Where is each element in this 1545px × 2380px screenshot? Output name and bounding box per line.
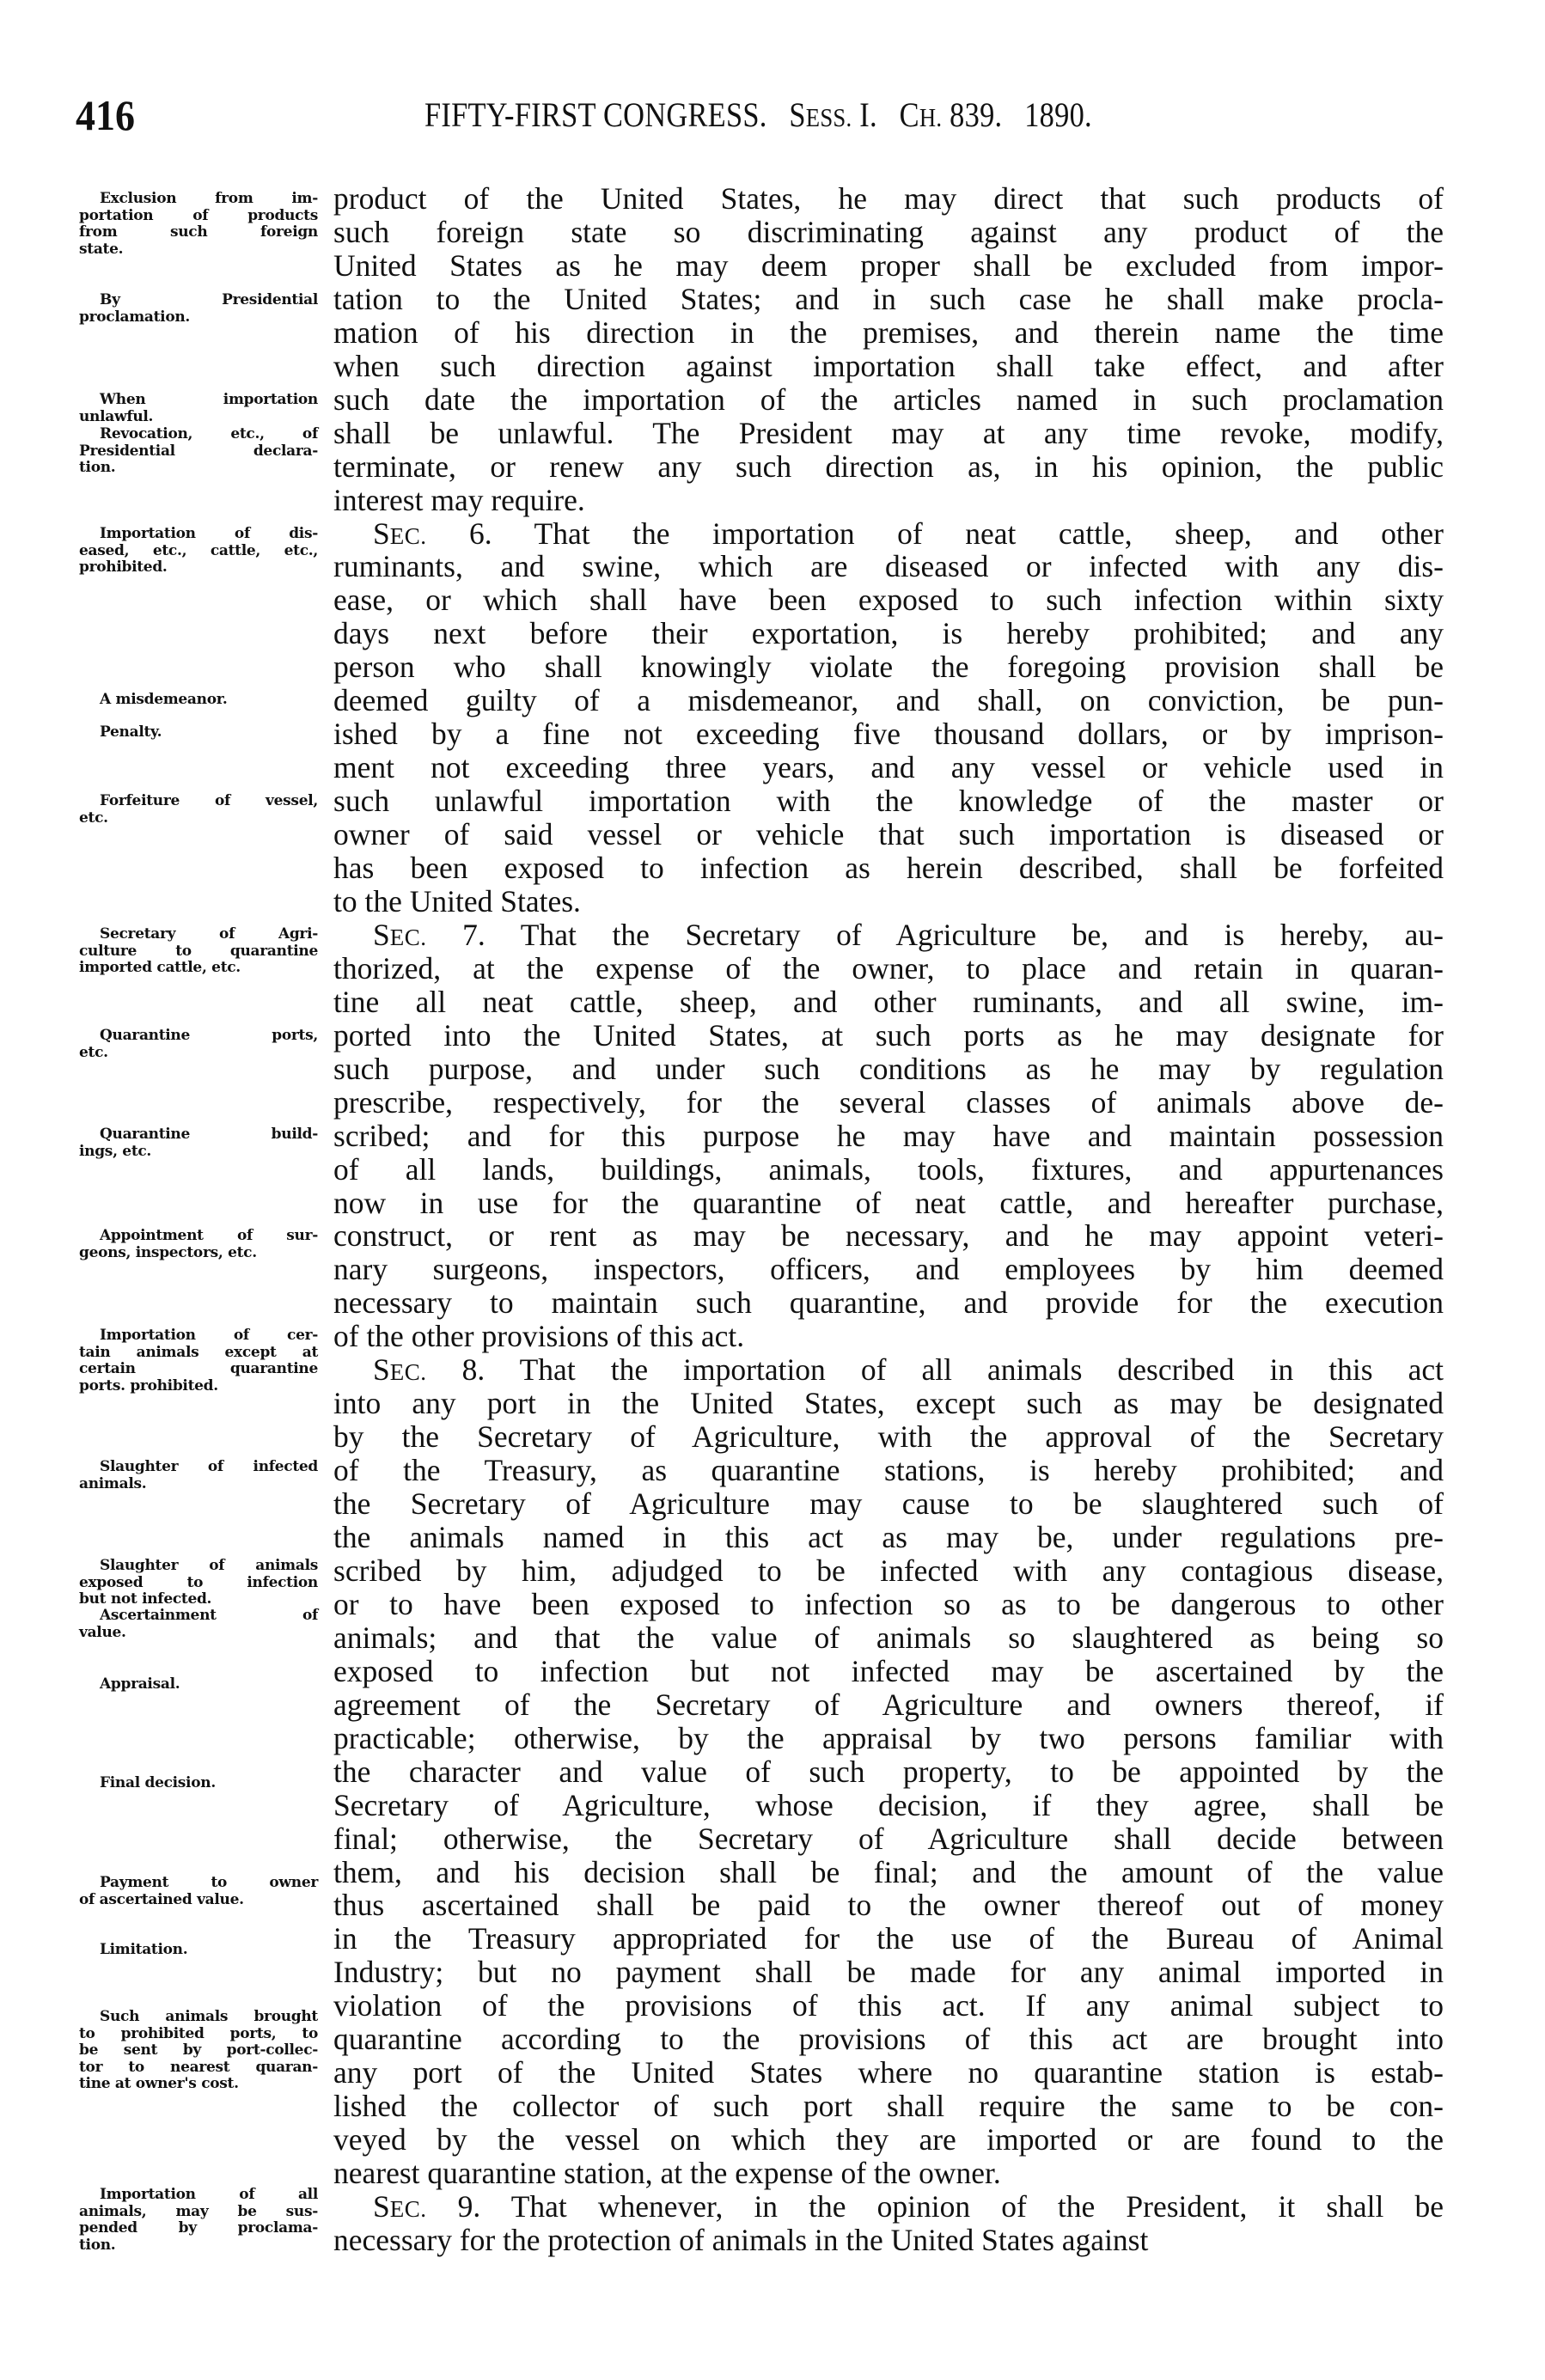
body-line: necessary to maintain such quarantine, and provide for the execution — [333, 1285, 1444, 1321]
body-line: the character and value of such property, to be appointed by the — [333, 1754, 1444, 1789]
section-heading-line — [333, 517, 1444, 551]
section-heading-line — [333, 1353, 1444, 1387]
margin-note — [79, 1676, 318, 1693]
margin-note — [79, 1126, 318, 1160]
body-line: of all lands, buildings, animals, tools, fixtures, and appurtenances — [333, 1151, 1444, 1187]
body-line: interest may require. — [333, 482, 585, 517]
body-line: nary surgeons, inspectors, officers, and employees by him deemed — [333, 1252, 1444, 1287]
margin-note-line: Forfeiture of vessel, — [100, 792, 318, 809]
margin-note — [79, 1459, 318, 1492]
margin-note-line: portation of products — [79, 206, 318, 224]
margin-note-line: tain animals except at — [79, 1343, 318, 1361]
body-line: terminate, or renew any such direction as, in his opinion, the public — [333, 449, 1444, 484]
margin-note — [79, 2009, 318, 2093]
margin-note — [79, 793, 318, 827]
running-head-title — [424, 93, 1092, 140]
margin-note-line: culture to quarantine — [79, 942, 318, 960]
margin-note-line: proclamation. — [79, 308, 191, 326]
section-number: SEC. 7. — [373, 917, 521, 952]
body-line: nearest quarantine station, at the expense of the owner. — [333, 2156, 1001, 2191]
body-line: when such direction against importation shall take effect, and after — [333, 348, 1444, 383]
margin-note — [79, 526, 318, 577]
margin-note-line: eased, etc., cattle, etc., — [79, 541, 318, 559]
body-line: of the Treasury, as quarantine stations, is hereby prohibited; and — [333, 1453, 1444, 1488]
body-line: by the Secretary of Agriculture, with the approval of the Secretary — [333, 1419, 1444, 1455]
margin-note — [79, 292, 318, 326]
margin-note-line: of ascertained value. — [79, 1890, 244, 1908]
body-line: thus ascertained shall be paid to the owner thereof out of money — [333, 1888, 1444, 1923]
margin-note-line: Such animals brought — [100, 2008, 318, 2025]
body-line: such unlawful importation with the knowledge of the master or — [333, 784, 1444, 819]
margin-note-line: to prohibited ports, to — [79, 2024, 318, 2042]
margin-note-line: By Presidential — [100, 291, 318, 308]
body-line: in the Treasury appropriated for the use of the Bureau of Animal — [333, 1921, 1444, 1956]
section-text: That the Secretary of Agriculture be, and is hereby, au- — [520, 917, 1444, 952]
margin-note — [79, 1875, 318, 1908]
body-line: any port of the United States where no quarantine station is estab- — [333, 2055, 1444, 2090]
body-line: final; otherwise, the Secretary of Agriculture shall decide between — [333, 1821, 1444, 1856]
section-text: That the importation of neat cattle, sheep, and other — [534, 516, 1444, 551]
margin-note-line: from such foreign — [79, 223, 318, 241]
section-text: That whenever, in the opinion of the President, it shall be — [510, 2189, 1444, 2224]
margin-note — [79, 426, 318, 477]
margin-note-line: Ascertainment of — [100, 1607, 318, 1624]
running-head — [0, 93, 1545, 137]
margin-note-line: Limitation. — [100, 1941, 188, 1958]
body-line: agreement of the Secretary of Agriculture and owners thereof, if — [333, 1687, 1444, 1722]
margin-note — [79, 1327, 318, 1394]
margin-note-line: When importation — [100, 391, 318, 408]
body-line: the Secretary of Agriculture may cause to be slaughtered such of — [333, 1486, 1444, 1522]
margin-note — [79, 1028, 318, 1061]
section-heading-line — [333, 2190, 1444, 2224]
body-line: ported into the United States, at such ports as he may designate for — [333, 1017, 1444, 1053]
body-line: owner of said vessel or vehicle that such importation is diseased or — [333, 817, 1444, 852]
body-line: them, and his decision shall be final; and the amount of the value — [333, 1854, 1444, 1889]
margin-note-line: tion. — [79, 459, 116, 476]
margin-note-line: prohibited. — [79, 558, 168, 576]
margin-note — [79, 1608, 318, 1641]
margin-note-line: tor to nearest quaran- — [79, 2058, 318, 2076]
margin-note — [79, 1942, 318, 1959]
body-line: to the United States. — [333, 883, 581, 918]
margin-note — [79, 191, 318, 258]
margin-note-line: Penalty. — [100, 723, 162, 741]
margin-note-line: Appointment of sur- — [100, 1227, 318, 1244]
chapter-label: CH. 839. — [899, 95, 1003, 134]
body-line: thorized, at the expense of the owner, to place and retain in quaran- — [333, 950, 1444, 986]
margin-note — [79, 392, 318, 425]
body-line: such purpose, and under such conditions as he may by regulation — [333, 1051, 1444, 1086]
body-line: Industry; but no payment shall be made for any animal imported in — [333, 1955, 1444, 1990]
body-line: of the other provisions of this act. — [333, 1319, 745, 1354]
margin-note-line: value. — [79, 1623, 126, 1641]
margin-note-line: tion. — [79, 2236, 116, 2254]
margin-note-line: Quarantine build- — [100, 1126, 318, 1143]
body-line: animals; and that the value of animals so slaughtered as being so — [333, 1620, 1444, 1655]
margin-note-line: imported cattle, etc. — [79, 959, 241, 976]
body-line: construct, or rent as may be necessary, and he may appoint veteri- — [333, 1218, 1444, 1254]
body-line: ease, or which shall have been exposed to such infection within sixty — [333, 583, 1444, 618]
margin-note — [79, 1558, 318, 1608]
margin-note — [79, 1775, 318, 1792]
section-text: That the importation of all animals described in this act — [519, 1352, 1444, 1388]
margin-note — [79, 926, 318, 977]
margin-note-line: Importation of cer- — [100, 1327, 318, 1344]
margin-note-line: Exclusion from im- — [100, 190, 318, 207]
margin-note-line: ings, etc. — [79, 1142, 152, 1160]
year-label: 1890. — [1024, 95, 1092, 134]
body-line: or to have been exposed to infection so as to be dangerous to other — [333, 1586, 1444, 1621]
margin-note-line: geons, inspectors, etc. — [79, 1243, 257, 1261]
margin-note-line: exposed to infection — [79, 1573, 318, 1591]
margin-note-line: Appraisal. — [100, 1675, 180, 1693]
margin-note-line: pended by proclama- — [79, 2219, 318, 2237]
section-number: SEC. 9. — [373, 2189, 511, 2224]
body-line: necessary for the protection of animals in the United States against — [333, 2222, 1149, 2257]
body-line: has been exposed to infection as herein described, shall be forfeited — [333, 851, 1444, 885]
margin-note-line: ports. prohibited. — [79, 1376, 218, 1394]
margin-note-line: Payment to owner — [100, 1874, 318, 1891]
margin-note-line: etc. — [79, 809, 108, 827]
margin-note-line: but not infected. — [79, 1590, 212, 1608]
margin-note-line: state. — [79, 240, 124, 258]
body-line: deemed guilty of a misdemeanor, and shall, on conviction, be pun- — [333, 683, 1444, 718]
section-number: SEC. 8. — [373, 1352, 520, 1388]
margin-note — [79, 724, 318, 741]
body-line: such date the importation of the articles named in such proclamation — [333, 381, 1444, 417]
margin-note — [79, 2187, 318, 2254]
margin-note-line: animals, may be sus- — [79, 2202, 318, 2220]
body-line: such foreign state so discriminating against any product of the — [333, 214, 1444, 249]
body-line: violation of the provisions of this act. If any animal subject to — [333, 1988, 1444, 2023]
margin-note-line: tine at owner's cost. — [79, 2075, 239, 2092]
body-line: scribed by him, adjudged to be infected with any contagious disease, — [333, 1553, 1444, 1588]
margin-note-line: Revocation, etc., of — [100, 425, 318, 442]
margin-note-line: Slaughter of infected — [100, 1458, 318, 1475]
margin-note-line: Slaughter of animals — [100, 1557, 318, 1574]
body-line: days next before their exportation, is hereby prohibited; and any — [333, 616, 1444, 651]
body-line: mation of his direction in the premises, and therein name the time — [333, 314, 1444, 350]
margin-note-line: unlawful. — [79, 407, 154, 425]
body-line: tine all neat cattle, sheep, and other ruminants, and all swine, im- — [333, 984, 1444, 1019]
margin-note-line: Quarantine ports, — [100, 1027, 318, 1044]
body-line: now in use for the quarantine of neat cattle, and hereafter purchase, — [333, 1185, 1444, 1220]
body-line: person who shall knowingly violate the foregoing provision shall be — [333, 650, 1444, 685]
margin-note-line: Presidential declara- — [79, 442, 318, 460]
body-line: ment not exceeding three years, and any vessel or vehicle used in — [333, 750, 1444, 785]
body-line: quarantine according to the provisions of this act are brought into — [333, 2022, 1444, 2057]
session-label: SESS. I. — [789, 95, 877, 134]
body-line: United States as he may deem proper shall be excluded from impor- — [333, 247, 1444, 283]
margin-note-line: Importation of dis- — [100, 525, 318, 542]
body-line: scribed; and for this purpose he may have and maintain possession — [333, 1118, 1444, 1153]
body-line: into any port in the United States, except such as may be designated — [333, 1386, 1444, 1421]
body-line: exposed to infection but not infected may be ascertained by the — [333, 1653, 1444, 1688]
section-number: SEC. 6. — [373, 516, 534, 551]
margin-note-line: Importation of all — [100, 2186, 318, 2203]
body-line: lished the collector of such port shall require the same to be con- — [333, 2089, 1444, 2124]
section-heading-line — [333, 918, 1444, 952]
body-line: ished by a fine not exceeding five thousand dollars, or by imprison- — [333, 717, 1444, 752]
body-line: tation to the United States; and in such case he shall make procla- — [333, 281, 1444, 316]
body-line: prescribe, respectively, for the several classes of animals above de- — [333, 1084, 1444, 1120]
body-line: shall be unlawful. The President may at any time revoke, modify, — [333, 415, 1444, 450]
congress-title: FIFTY-FIRST CONGRESS. — [424, 95, 767, 134]
margin-note-line: animals. — [79, 1474, 147, 1492]
body-line: Secretary of Agriculture, whose decision, if they agree, shall be — [333, 1787, 1444, 1822]
margin-note — [79, 1228, 318, 1261]
body-line: veyed by the vessel on which they are imported or are found to the — [333, 2122, 1444, 2157]
margin-note-line: A misdemeanor. — [100, 691, 228, 708]
body-line: product of the United States, he may direct that such products of — [333, 181, 1444, 216]
body-line: practicable; otherwise, by the appraisal by two persons familiar with — [333, 1720, 1444, 1755]
body-line: ruminants, and swine, which are diseased or infected with any dis- — [333, 549, 1444, 584]
margin-note-line: Secretary of Agri- — [100, 925, 318, 943]
body-line: the animals named in this act as may be, under regulations pre- — [333, 1520, 1444, 1554]
margin-note-line: certain quarantine — [79, 1360, 318, 1377]
margin-note-line: etc. — [79, 1043, 108, 1061]
margin-note-line: Final decision. — [100, 1774, 216, 1791]
page-number: 416 — [76, 91, 135, 139]
margin-note-line: be sent by port-collec- — [79, 2041, 318, 2059]
margin-note — [79, 692, 318, 709]
